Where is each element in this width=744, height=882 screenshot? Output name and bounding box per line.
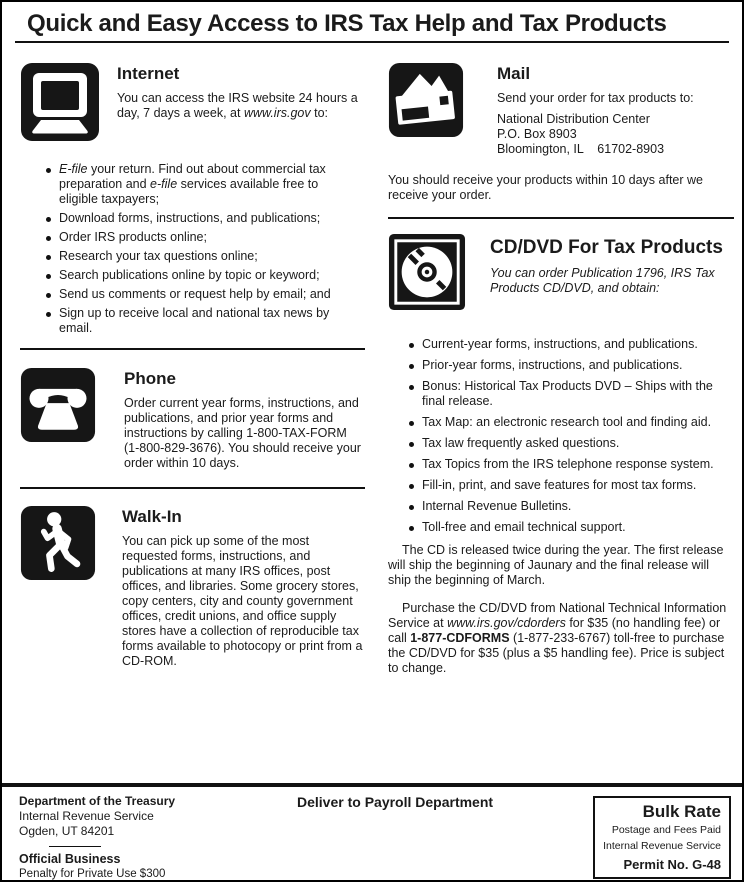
postage-line: Postage and Fees Paid	[611, 824, 721, 836]
phone-body: Order current year forms, instructions, and publications, and prior year forms and instructions by calling 1-800-TAX-FORM (1-800-829-3676). You should receive your order within 10 days.	[124, 396, 361, 470]
section-internet	[20, 62, 365, 142]
envelope-icon	[388, 62, 464, 138]
cddvd-heading: CD/DVD For Tax Products	[490, 237, 723, 258]
section-divider	[388, 217, 734, 219]
section-mail	[388, 62, 734, 157]
address-line: P.O. Box 8903	[497, 127, 577, 141]
internet-intro-text: You can access the IRS website 24 hours a day, 7 days a week, at	[117, 91, 358, 120]
list-item: Search publications online by topic or keyword;	[45, 268, 357, 283]
walkin-body: You can pick up some of the most requested forms, instructions, and publications at many IRS offices, post offices, and libraries. Some grocery stores, copy centers, city and county government offices, credit unions, and office supply stores have a collection of reproducible tax forms available to photocopy or print from a CD-ROM.	[122, 534, 363, 668]
phone-heading: Phone	[124, 369, 176, 388]
permit-number: Permit No. G-48	[623, 857, 721, 872]
list-item: Order IRS products online;	[45, 230, 357, 245]
efile-italic: E-file	[59, 162, 88, 176]
list-item: Toll-free and email technical support.	[408, 520, 726, 535]
internet-intro	[117, 91, 365, 121]
list-item	[45, 162, 357, 207]
purchase-text: Purchase the CD/DVD from National Technical Information Service at	[388, 601, 727, 630]
section-walkin	[20, 505, 365, 669]
list-item: Tax law frequently asked questions.	[408, 436, 726, 451]
internet-bullet-list	[45, 162, 357, 336]
cd-purchase-paragraph	[388, 601, 734, 676]
efile-italic: e-file	[150, 177, 178, 191]
bulk-rate-title: Bulk Rate	[642, 802, 721, 821]
list-item: Research your tax questions online;	[45, 249, 357, 264]
address-line: Bloomington, IL 61702-8903	[497, 142, 665, 156]
mail-note: You should receive your products within 10 days after we receive your order.	[388, 173, 703, 202]
list-item: Internal Revenue Bulletins.	[408, 499, 726, 514]
right-column	[388, 57, 734, 676]
list-item: Tax Topics from the IRS telephone response system.	[408, 457, 726, 472]
list-item: Download forms, instructions, and publications;	[45, 211, 357, 226]
mail-address-block	[497, 112, 734, 157]
penalty-label: Penalty for Private Use $300	[19, 868, 166, 880]
bullet-text: services available free to eligible taxpayers;	[59, 177, 319, 206]
list-item: Sign up to receive local and national tax news by email.	[45, 306, 357, 336]
internet-intro-tail: to:	[310, 106, 328, 120]
title-divider	[15, 41, 729, 43]
page-title: Quick and Easy Access to IRS Tax Help and Tax Products	[27, 10, 667, 37]
cdforms-phone-number: 1-877-CDFORMS	[410, 631, 510, 645]
mail-heading: Mail	[497, 64, 531, 83]
bullet-text: your return. Find out about commercial tax preparation and	[59, 162, 326, 191]
list-item: Fill-in, print, and save features for most tax forms.	[408, 478, 726, 493]
irs-url: www.irs.gov	[243, 106, 311, 120]
cddvd-intro: You can order Publication 1796, IRS Tax Products CD/DVD, and obtain:	[490, 266, 715, 295]
computer-icon	[20, 62, 100, 142]
list-item: Current-year forms, instructions, and publications.	[408, 337, 726, 352]
cddvd-bullet-list	[408, 337, 726, 535]
phone-icon	[20, 367, 96, 443]
return-address	[19, 794, 175, 882]
address-divider	[49, 846, 101, 847]
section-divider	[20, 487, 365, 489]
purchase-text: (1-877-233-6767) toll-free to purchase the CD/DVD for $35 (plus a $5 handling fee). Price is subject to change.	[388, 631, 725, 675]
list-item: Tax Map: an electronic research tool and finding aid.	[408, 415, 726, 430]
section-divider	[20, 348, 365, 350]
official-business-label: Official Business	[19, 852, 121, 866]
purchase-text: for $35 (no handling fee) or call	[388, 616, 721, 645]
cdorders-url: www.irs.gov/cdorders	[447, 616, 566, 630]
mail-intro: Send your order for tax products to:	[497, 91, 694, 105]
irs-service-line: Internal Revenue Service	[603, 840, 721, 852]
deliver-note: Deliver to Payroll Department	[297, 794, 494, 810]
pedestrian-icon	[20, 505, 96, 581]
list-item: Send us comments or request help by email; and	[45, 287, 357, 302]
cd-disc-icon	[388, 233, 466, 311]
city-line: Ogden, UT 84201	[19, 824, 115, 838]
list-item: Prior-year forms, instructions, and publications.	[408, 358, 726, 373]
left-column	[20, 57, 365, 669]
internet-heading: Internet	[117, 64, 180, 83]
cd-release-paragraph: The CD is released twice during the year. The first release will ship the beginning of Jaunary and the final release will ship the beginning of March.	[388, 543, 724, 587]
address-line: National Distribution Center	[497, 112, 650, 126]
bulk-rate-box	[593, 796, 731, 879]
irs-line: Internal Revenue Service	[19, 809, 154, 823]
dept-treasury-line: Department of the Treasury	[19, 794, 176, 808]
list-item: Bonus: Historical Tax Products DVD – Ships with the final release.	[408, 379, 726, 409]
section-phone	[20, 367, 365, 471]
section-cddvd	[388, 233, 734, 311]
walkin-heading: Walk-In	[122, 507, 182, 526]
mailing-footer	[2, 783, 742, 880]
